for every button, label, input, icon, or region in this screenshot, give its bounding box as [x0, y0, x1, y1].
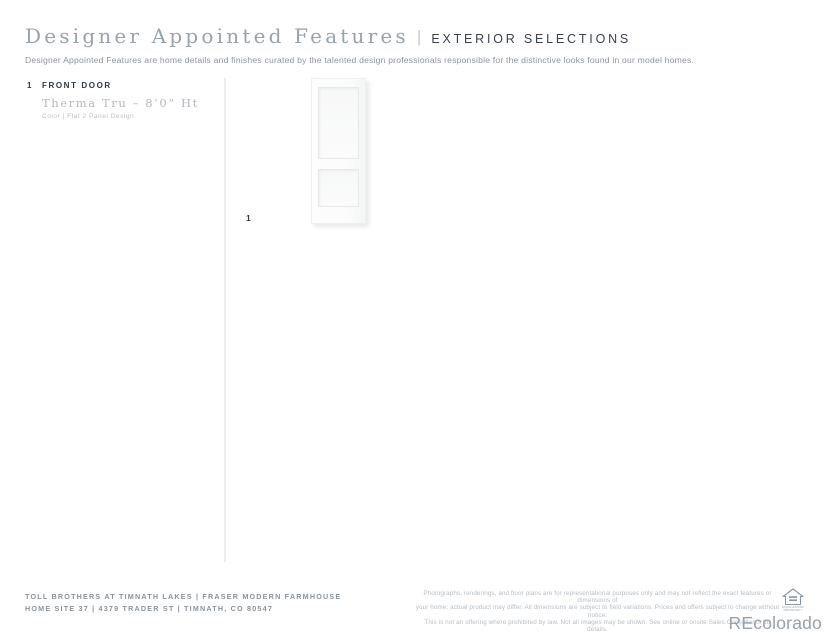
- equal-housing-icon: [782, 588, 804, 612]
- disclaimer-line-1: Photographs, renderings, and floor plans are for representational purposes only and may not reflect the exact features or dimensions of: [423, 590, 772, 605]
- door-lower-panel: [318, 169, 359, 207]
- front-door-image: [311, 78, 366, 224]
- page-title-section: EXTERIOR SELECTIONS: [431, 32, 632, 46]
- title-separator: |: [416, 27, 422, 46]
- door-upper-panel: [318, 87, 359, 159]
- footer-community-line: TOLL BROTHERS AT TIMNATH LAKES | FRASER MODERN FARMHOUSE: [25, 592, 342, 601]
- figure-number-label: 1: [246, 213, 251, 223]
- selection-detail: Color | Flat 2 Panel Design: [42, 113, 135, 120]
- selection-heading: [27, 81, 199, 90]
- selection-product: Therma Tru – 8’0” Ht: [42, 96, 199, 110]
- equal-housing-text-1: EQUAL HOUSING: [782, 606, 804, 609]
- page-title: [25, 24, 694, 48]
- equal-housing-text-2: OPPORTUNITY: [783, 609, 803, 612]
- disclaimer-line-2: your home; actual product may differ. All dimensions are subject to field variations. Prices and offers subject to change without notice.: [415, 604, 780, 619]
- footer-disclaimer: [415, 590, 780, 633]
- selection-number: 1: [27, 81, 33, 90]
- footer-address-line: HOME SITE 37 | 4379 TRADER ST | TIMNATH, CO 80547: [25, 604, 274, 613]
- page-title-serif: Designer Appointed Features: [25, 24, 409, 48]
- page-subtitle: Designer Appointed Features are home details and finishes curated by the talented design professionals responsible for the distinctive looks found in our model homes.: [25, 55, 695, 65]
- column-divider: [224, 78, 226, 562]
- selection-item-front-door: [27, 81, 199, 120]
- recolorado-watermark: REcolorado: [728, 613, 822, 633]
- disclaimer-line-3: This is not an offering where prohibited by law. Not all images may be shown. See online or onsite Sales Consultants for details.: [424, 618, 771, 634]
- selection-category: FRONT DOOR: [42, 81, 112, 90]
- footer-address-block: [25, 592, 341, 616]
- header: [25, 24, 694, 65]
